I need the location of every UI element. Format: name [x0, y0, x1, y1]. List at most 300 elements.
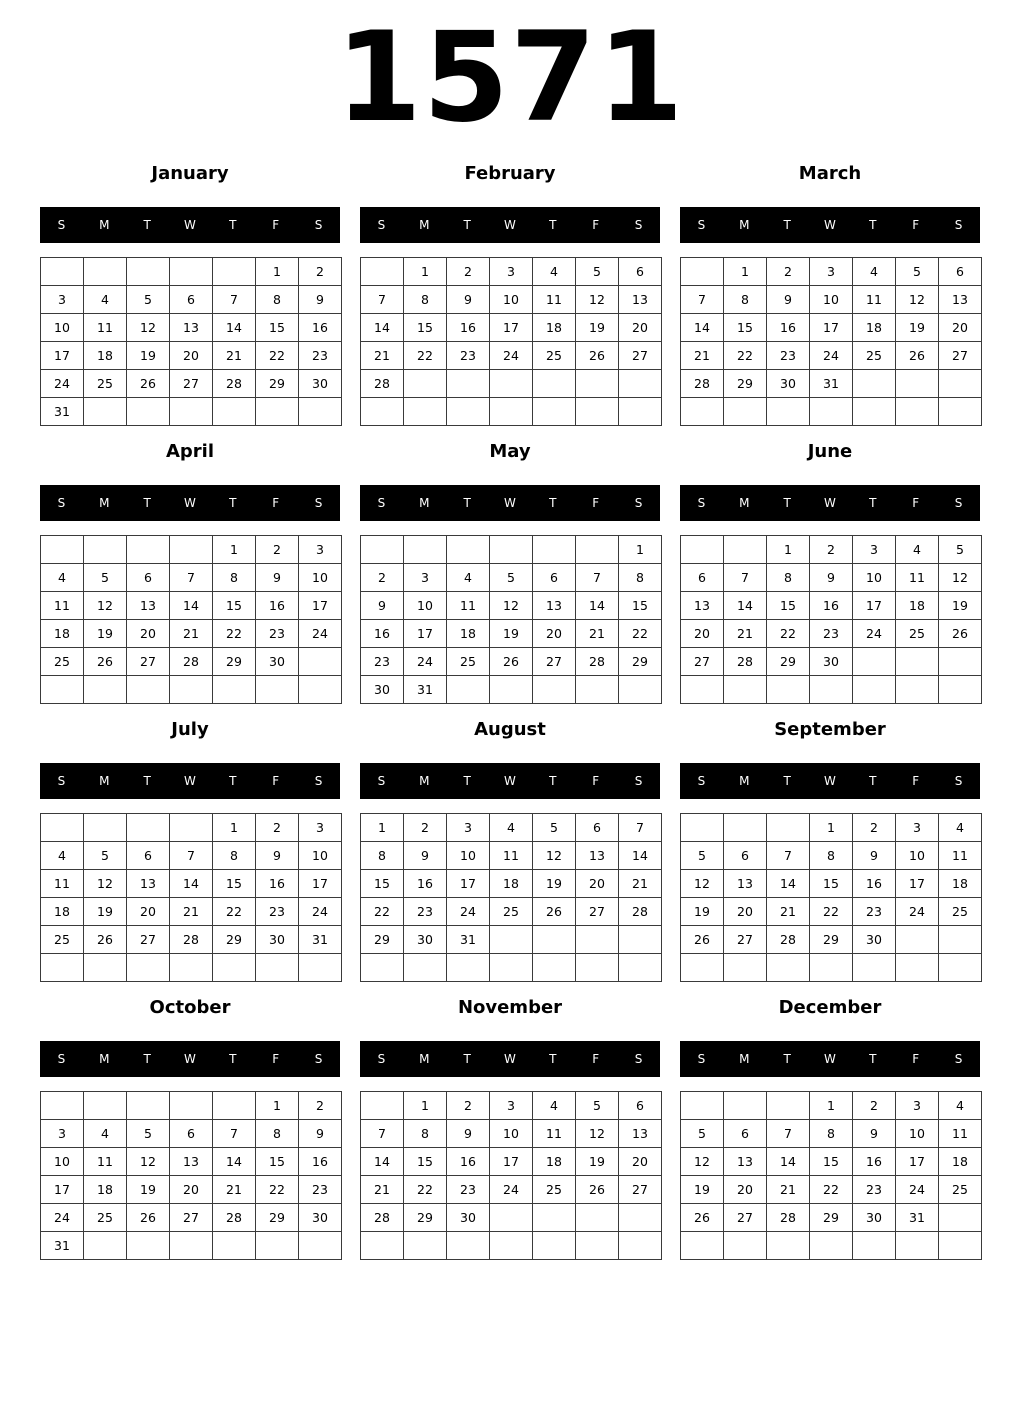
week-row	[41, 1176, 342, 1204]
day-cell: 21	[213, 1176, 256, 1204]
day-cell: 15	[404, 314, 447, 342]
weekday-label: F	[912, 1052, 920, 1066]
day-cell: 17	[490, 314, 533, 342]
day-cell: 29	[213, 648, 256, 676]
day-cell: 9	[447, 1120, 490, 1148]
month-name: August	[474, 719, 546, 740]
weekday-label: F	[592, 218, 600, 232]
day-cell: 19	[896, 314, 939, 342]
week-row	[361, 1232, 662, 1260]
day-cell: 4	[896, 536, 939, 564]
week-row	[41, 314, 342, 342]
day-cell: 16	[767, 314, 810, 342]
week-row	[681, 676, 982, 704]
day-cell: 10	[490, 286, 533, 314]
day-cell: 14	[619, 842, 662, 870]
week-row	[361, 342, 662, 370]
day-cell: 11	[533, 286, 576, 314]
week-row	[41, 1092, 342, 1120]
day-cell: 6	[724, 842, 767, 870]
week-row	[361, 286, 662, 314]
week-row	[361, 314, 662, 342]
day-cell	[404, 954, 447, 982]
day-cell: 4	[533, 1092, 576, 1120]
day-cell: 13	[619, 1120, 662, 1148]
day-cell	[256, 398, 299, 426]
day-cell	[213, 398, 256, 426]
day-cell: 25	[447, 648, 490, 676]
day-cell: 23	[447, 1176, 490, 1204]
week-row	[41, 898, 342, 926]
day-cell: 23	[810, 620, 853, 648]
weekday-label: S	[57, 218, 66, 232]
day-cell: 5	[896, 258, 939, 286]
month-name: October	[149, 997, 231, 1018]
week-row	[681, 926, 982, 954]
day-cell	[170, 1232, 213, 1260]
day-cell: 28	[361, 1204, 404, 1232]
day-cell: 17	[896, 870, 939, 898]
day-cell: 28	[724, 648, 767, 676]
day-cell: 18	[84, 1176, 127, 1204]
day-cell: 30	[767, 370, 810, 398]
day-cell: 10	[447, 842, 490, 870]
week-row	[41, 676, 342, 704]
day-cell: 16	[299, 1148, 342, 1176]
week-row	[41, 1204, 342, 1232]
day-cell: 25	[533, 342, 576, 370]
day-cell: 19	[681, 898, 724, 926]
weekday-label: T	[463, 774, 471, 788]
weekday-label: M	[419, 774, 430, 788]
day-grid	[680, 1091, 982, 1260]
day-cell: 21	[170, 898, 213, 926]
day-cell: 24	[490, 1176, 533, 1204]
day-cell: 1	[256, 258, 299, 286]
day-cell	[361, 536, 404, 564]
day-grid	[680, 813, 982, 982]
day-cell	[361, 954, 404, 982]
day-cell: 2	[767, 258, 810, 286]
day-cell	[767, 676, 810, 704]
day-grid	[680, 535, 982, 704]
day-cell	[84, 258, 127, 286]
day-cell: 28	[170, 926, 213, 954]
weekday-label: T	[869, 496, 877, 510]
day-cell: 25	[939, 1176, 982, 1204]
weekday-header	[360, 1041, 660, 1077]
day-cell	[533, 1204, 576, 1232]
day-cell: 1	[213, 536, 256, 564]
day-cell	[939, 1232, 982, 1260]
day-cell: 4	[41, 564, 84, 592]
day-cell	[490, 370, 533, 398]
day-cell: 29	[404, 1204, 447, 1232]
day-cell	[84, 676, 127, 704]
day-cell	[576, 926, 619, 954]
day-cell: 15	[213, 592, 256, 620]
day-cell: 23	[853, 1176, 896, 1204]
day-cell: 30	[447, 1204, 490, 1232]
day-cell	[724, 676, 767, 704]
weekday-label: T	[549, 496, 557, 510]
week-row	[361, 592, 662, 620]
day-cell	[939, 926, 982, 954]
week-row	[361, 926, 662, 954]
day-cell: 20	[127, 620, 170, 648]
month-name: June	[807, 441, 853, 462]
day-cell: 11	[533, 1120, 576, 1148]
day-cell: 19	[490, 620, 533, 648]
day-cell: 1	[404, 258, 447, 286]
weekday-label: F	[272, 218, 280, 232]
day-cell: 15	[767, 592, 810, 620]
weekday-label: M	[99, 774, 110, 788]
day-cell: 1	[724, 258, 767, 286]
day-cell: 24	[896, 1176, 939, 1204]
day-cell	[41, 954, 84, 982]
day-cell: 5	[576, 1092, 619, 1120]
day-cell	[213, 954, 256, 982]
month-name: December	[778, 997, 882, 1018]
day-cell	[810, 676, 853, 704]
weekday-label: W	[504, 496, 516, 510]
day-cell	[361, 1232, 404, 1260]
day-cell	[533, 1232, 576, 1260]
weekday-label: W	[824, 218, 836, 232]
day-cell: 11	[84, 1148, 127, 1176]
day-cell: 7	[724, 564, 767, 592]
weekday-label: T	[783, 496, 791, 510]
day-cell	[404, 398, 447, 426]
day-cell	[213, 1232, 256, 1260]
weekday-label: M	[99, 496, 110, 510]
day-cell: 18	[447, 620, 490, 648]
day-cell: 7	[213, 286, 256, 314]
weekday-label: W	[184, 496, 196, 510]
week-row	[41, 342, 342, 370]
day-cell: 3	[41, 1120, 84, 1148]
week-row	[361, 842, 662, 870]
day-cell: 28	[213, 370, 256, 398]
week-row	[41, 648, 342, 676]
day-cell: 23	[256, 898, 299, 926]
day-cell	[767, 1092, 810, 1120]
weekday-label: S	[697, 1052, 706, 1066]
day-cell	[853, 954, 896, 982]
weekday-label: W	[184, 774, 196, 788]
day-cell	[939, 648, 982, 676]
day-cell: 6	[170, 1120, 213, 1148]
day-cell: 20	[533, 620, 576, 648]
day-cell: 27	[619, 342, 662, 370]
day-grid	[40, 535, 342, 704]
day-cell: 3	[896, 1092, 939, 1120]
day-cell: 8	[256, 286, 299, 314]
week-row	[681, 536, 982, 564]
weekday-label: S	[634, 496, 643, 510]
weekday-label: W	[824, 1052, 836, 1066]
month-name: January	[151, 163, 229, 184]
day-cell	[681, 1232, 724, 1260]
day-cell: 23	[299, 342, 342, 370]
day-cell	[404, 1232, 447, 1260]
day-cell: 30	[853, 926, 896, 954]
month-name: March	[798, 163, 862, 184]
week-row	[681, 1204, 982, 1232]
week-row	[361, 1204, 662, 1232]
day-cell: 13	[576, 842, 619, 870]
day-cell: 16	[810, 592, 853, 620]
weekday-label: T	[783, 774, 791, 788]
weekday-label: M	[99, 1052, 110, 1066]
day-cell	[896, 926, 939, 954]
day-cell: 5	[490, 564, 533, 592]
day-cell: 30	[299, 370, 342, 398]
day-cell	[299, 954, 342, 982]
day-cell	[361, 1092, 404, 1120]
day-cell	[576, 398, 619, 426]
day-cell	[127, 954, 170, 982]
week-row	[681, 842, 982, 870]
day-cell: 28	[681, 370, 724, 398]
day-cell	[447, 954, 490, 982]
day-cell: 12	[84, 870, 127, 898]
week-row	[681, 1232, 982, 1260]
day-cell	[681, 676, 724, 704]
day-cell: 12	[533, 842, 576, 870]
day-cell: 21	[361, 342, 404, 370]
day-cell: 6	[681, 564, 724, 592]
day-cell: 7	[170, 564, 213, 592]
day-cell: 30	[810, 648, 853, 676]
week-row	[681, 286, 982, 314]
day-cell	[619, 370, 662, 398]
day-cell: 28	[361, 370, 404, 398]
day-cell: 1	[256, 1092, 299, 1120]
day-cell	[361, 258, 404, 286]
day-cell: 11	[896, 564, 939, 592]
day-cell: 3	[896, 814, 939, 842]
week-row	[41, 258, 342, 286]
day-cell: 21	[576, 620, 619, 648]
weekday-label: M	[419, 496, 430, 510]
week-row	[681, 314, 982, 342]
day-cell: 30	[361, 676, 404, 704]
day-cell: 5	[127, 286, 170, 314]
day-cell: 27	[170, 370, 213, 398]
day-cell: 29	[619, 648, 662, 676]
day-grid	[360, 257, 662, 426]
day-cell: 8	[767, 564, 810, 592]
day-cell: 13	[681, 592, 724, 620]
day-cell	[576, 954, 619, 982]
day-cell: 5	[681, 1120, 724, 1148]
day-cell	[853, 398, 896, 426]
day-cell: 31	[299, 926, 342, 954]
weekday-label: S	[634, 774, 643, 788]
weekday-header	[360, 763, 660, 799]
day-cell: 20	[724, 898, 767, 926]
day-cell: 20	[681, 620, 724, 648]
week-row	[41, 1232, 342, 1260]
day-cell: 20	[127, 898, 170, 926]
weekday-label: T	[783, 1052, 791, 1066]
day-cell: 18	[490, 870, 533, 898]
day-cell: 21	[361, 1176, 404, 1204]
day-cell: 16	[361, 620, 404, 648]
day-cell: 24	[299, 898, 342, 926]
week-row	[361, 1148, 662, 1176]
day-cell: 1	[619, 536, 662, 564]
day-cell	[681, 536, 724, 564]
day-cell: 26	[896, 342, 939, 370]
weekday-label: W	[504, 1052, 516, 1066]
day-cell: 9	[299, 1120, 342, 1148]
day-cell	[490, 926, 533, 954]
week-row	[681, 1092, 982, 1120]
weekday-label: T	[549, 774, 557, 788]
day-cell: 15	[619, 592, 662, 620]
weekday-label: W	[184, 1052, 196, 1066]
day-cell	[576, 370, 619, 398]
day-cell: 9	[447, 286, 490, 314]
day-cell: 28	[170, 648, 213, 676]
weekday-label: T	[143, 1052, 151, 1066]
day-cell: 5	[939, 536, 982, 564]
day-cell	[490, 1204, 533, 1232]
day-cell: 2	[853, 814, 896, 842]
day-cell: 29	[361, 926, 404, 954]
day-cell	[939, 676, 982, 704]
weekday-label: F	[912, 218, 920, 232]
month-name: April	[165, 441, 215, 462]
weekday-label: T	[869, 774, 877, 788]
week-row	[681, 342, 982, 370]
day-cell: 15	[724, 314, 767, 342]
day-cell	[361, 398, 404, 426]
day-cell: 1	[767, 536, 810, 564]
day-cell: 6	[619, 1092, 662, 1120]
day-cell	[127, 814, 170, 842]
day-cell: 14	[213, 1148, 256, 1176]
day-cell: 14	[170, 592, 213, 620]
day-cell: 26	[681, 1204, 724, 1232]
day-cell: 6	[576, 814, 619, 842]
day-cell: 18	[533, 314, 576, 342]
week-row	[41, 620, 342, 648]
day-cell: 24	[853, 620, 896, 648]
day-grid	[40, 1091, 342, 1260]
day-cell	[490, 398, 533, 426]
day-cell: 1	[213, 814, 256, 842]
day-cell: 4	[41, 842, 84, 870]
day-cell	[127, 1092, 170, 1120]
day-cell	[84, 536, 127, 564]
day-cell	[256, 1232, 299, 1260]
day-grid	[360, 813, 662, 982]
weekday-label: T	[869, 1052, 877, 1066]
day-cell: 17	[896, 1148, 939, 1176]
day-grid	[40, 257, 342, 426]
day-cell: 17	[490, 1148, 533, 1176]
day-cell	[447, 1232, 490, 1260]
day-cell	[853, 648, 896, 676]
day-cell: 18	[41, 898, 84, 926]
day-cell: 20	[576, 870, 619, 898]
day-cell: 19	[127, 1176, 170, 1204]
day-cell: 6	[939, 258, 982, 286]
day-cell: 10	[490, 1120, 533, 1148]
day-cell	[490, 1232, 533, 1260]
day-cell: 26	[127, 370, 170, 398]
day-cell: 28	[767, 1204, 810, 1232]
weekday-label: T	[143, 774, 151, 788]
day-cell	[767, 954, 810, 982]
day-cell: 27	[939, 342, 982, 370]
day-cell: 27	[533, 648, 576, 676]
day-cell: 10	[404, 592, 447, 620]
weekday-label: T	[549, 1052, 557, 1066]
weekday-label: S	[57, 774, 66, 788]
weekday-label: T	[143, 496, 151, 510]
day-cell	[767, 398, 810, 426]
day-cell: 11	[447, 592, 490, 620]
day-cell	[213, 676, 256, 704]
day-cell	[853, 676, 896, 704]
day-cell	[939, 1204, 982, 1232]
day-cell: 17	[41, 342, 84, 370]
day-cell	[256, 954, 299, 982]
day-cell: 26	[681, 926, 724, 954]
day-cell	[404, 370, 447, 398]
day-cell: 14	[767, 870, 810, 898]
day-cell: 8	[256, 1120, 299, 1148]
day-cell: 29	[810, 926, 853, 954]
day-cell	[896, 398, 939, 426]
day-cell: 14	[213, 314, 256, 342]
day-cell	[810, 1232, 853, 1260]
day-cell: 4	[939, 814, 982, 842]
day-cell: 25	[41, 926, 84, 954]
day-cell: 10	[299, 564, 342, 592]
day-cell: 18	[939, 870, 982, 898]
day-cell	[896, 370, 939, 398]
day-cell: 8	[619, 564, 662, 592]
day-cell: 26	[533, 898, 576, 926]
day-cell: 16	[853, 870, 896, 898]
weekday-label: W	[504, 218, 516, 232]
day-cell: 22	[767, 620, 810, 648]
week-row	[41, 954, 342, 982]
day-cell: 26	[576, 1176, 619, 1204]
day-cell: 24	[490, 342, 533, 370]
day-cell: 28	[619, 898, 662, 926]
day-cell: 5	[127, 1120, 170, 1148]
day-cell: 14	[681, 314, 724, 342]
weekday-header	[40, 207, 340, 243]
day-cell: 26	[84, 926, 127, 954]
day-cell	[490, 536, 533, 564]
day-cell: 1	[404, 1092, 447, 1120]
day-cell	[576, 1232, 619, 1260]
day-cell: 10	[896, 1120, 939, 1148]
day-cell: 13	[939, 286, 982, 314]
day-cell: 17	[299, 870, 342, 898]
day-cell: 31	[41, 398, 84, 426]
weekday-label: S	[377, 496, 386, 510]
day-cell: 6	[724, 1120, 767, 1148]
